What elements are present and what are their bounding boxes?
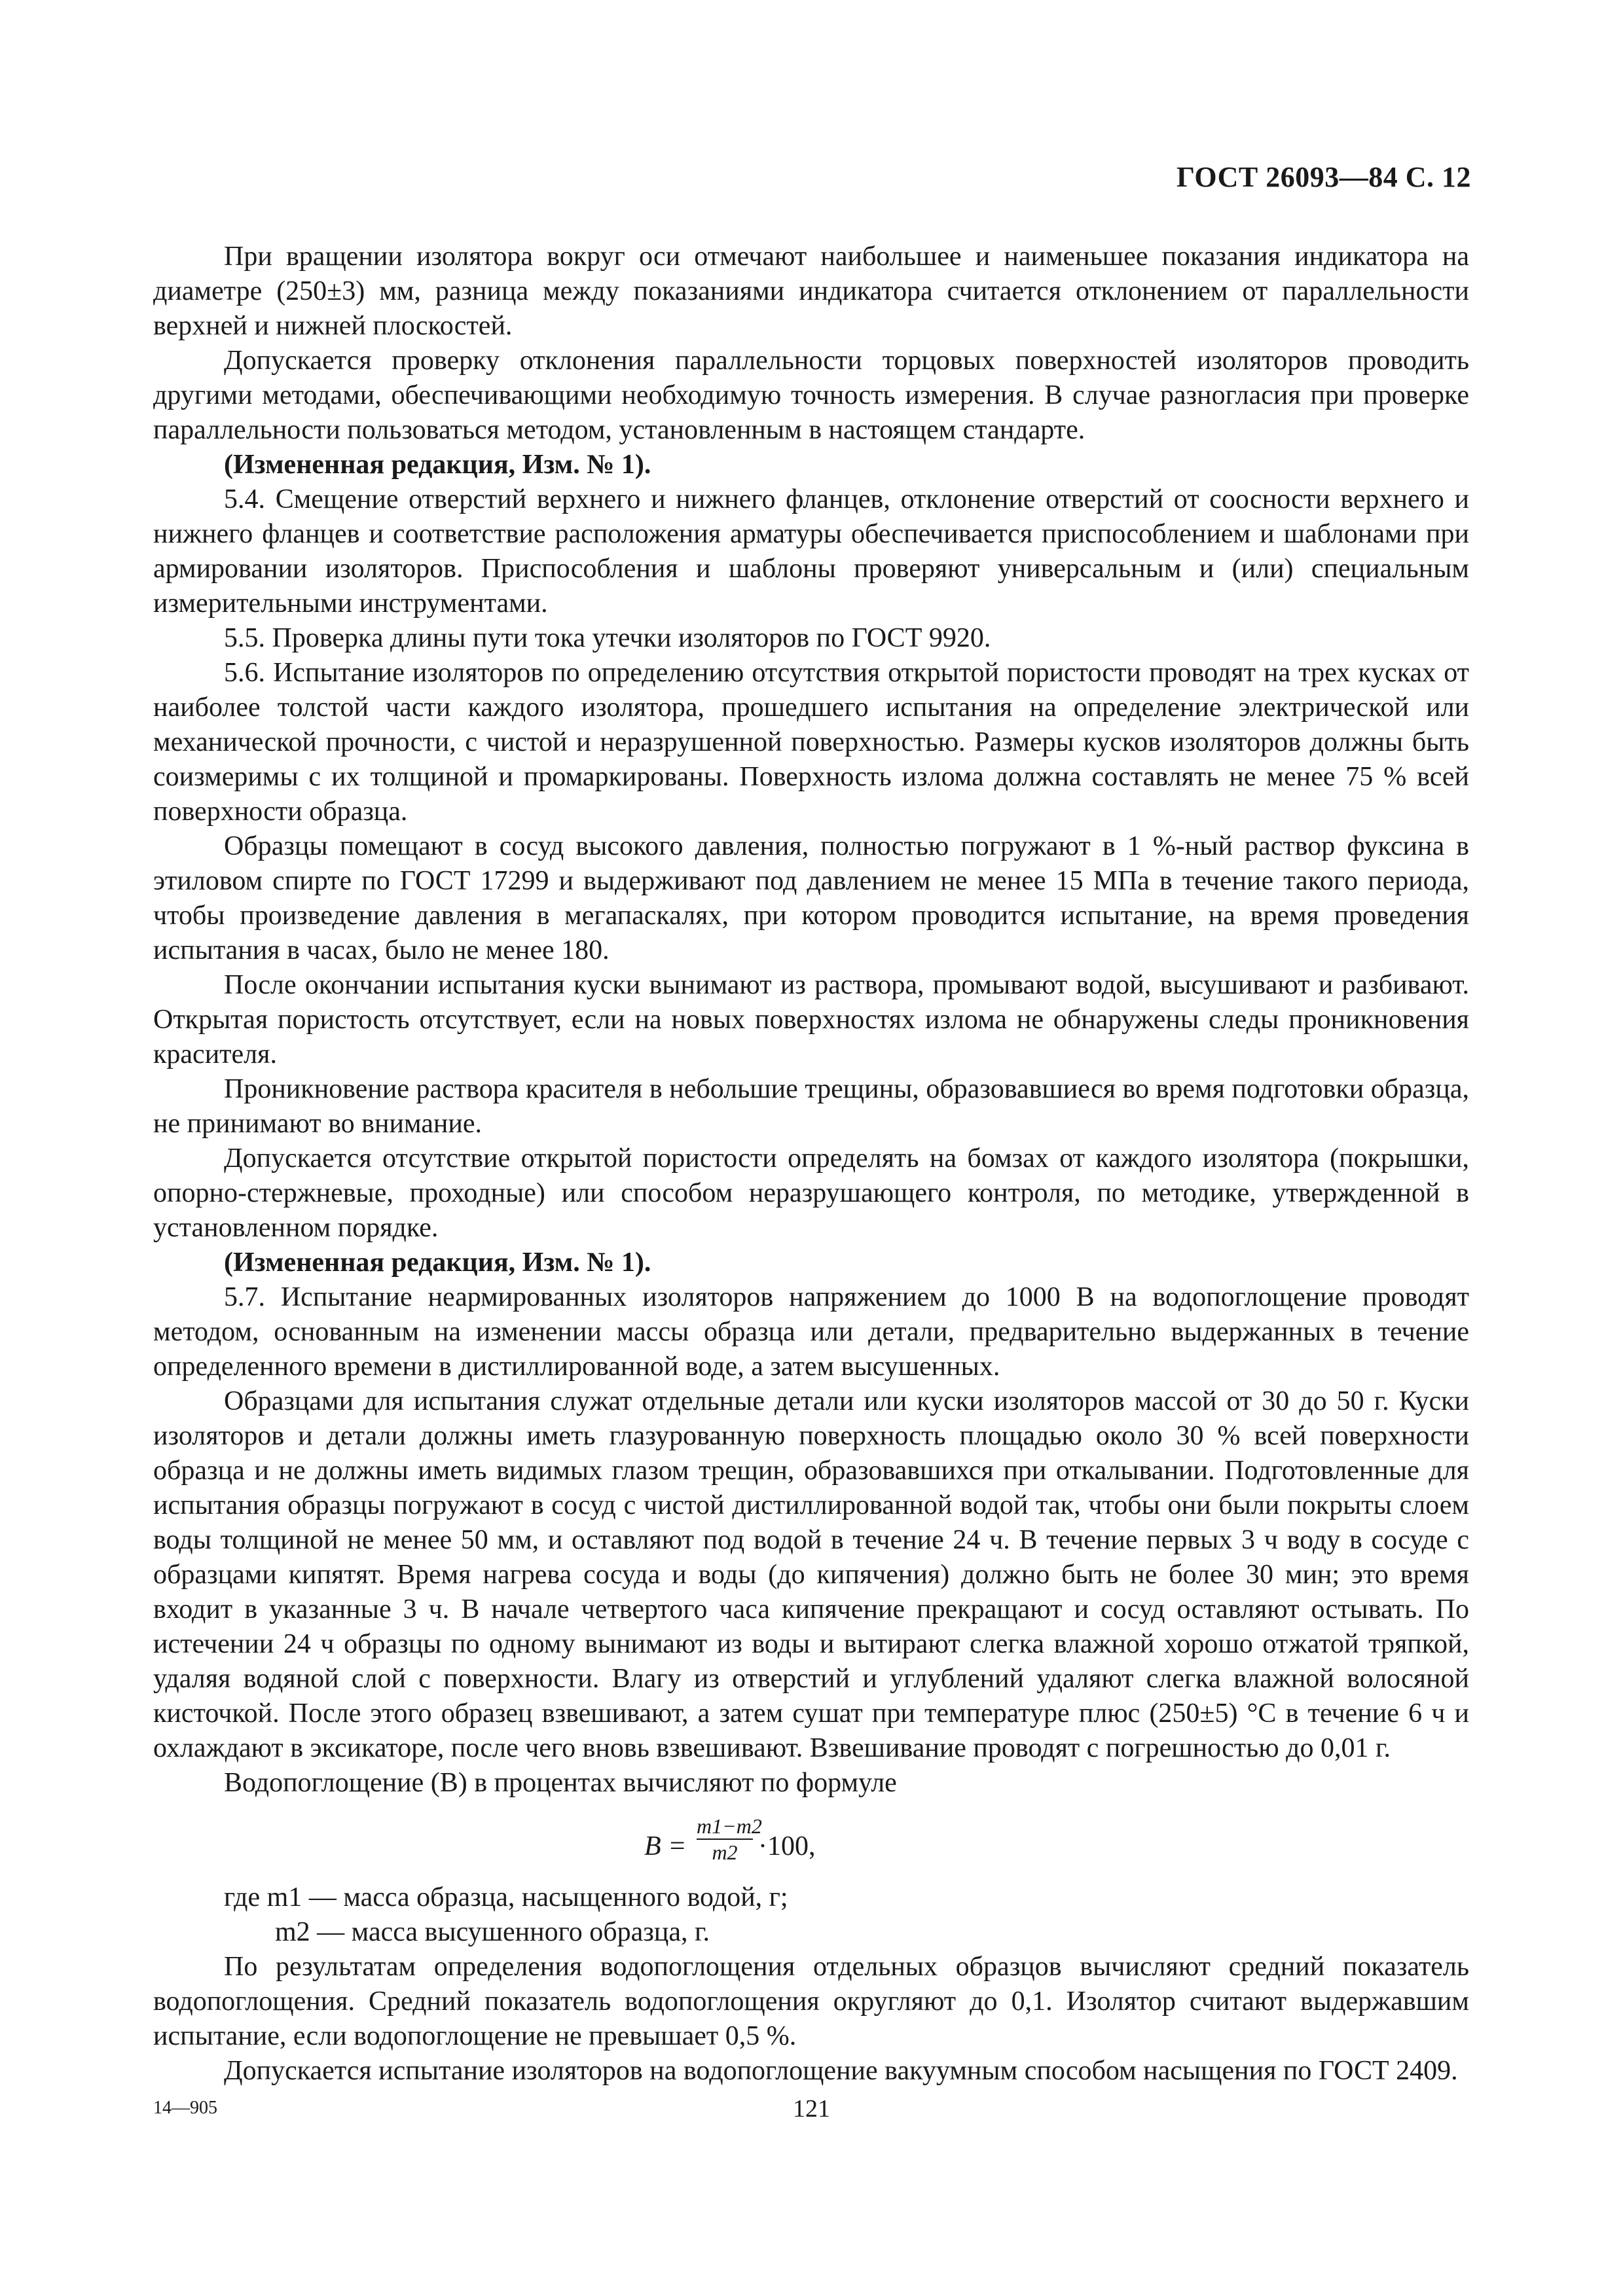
paragraph: Допускается проверку отклонения параллельности торцовых поверхностей изоляторов проводить другими методами, обеспечивающими необходимую точность измерения. В случае разногласия при проверке параллельности пользоваться методом, установленным в настоящем стандарте. <box>153 346 1469 445</box>
formula-legend-item: m2 — масса высушенного образца, г. <box>275 1917 710 1947</box>
paragraph: После окончании испытания куски вынимают из раствора, промывают водой, высушивают и разбивают. Открытая пористость отсутствует, если на новых поверхностях излома не обнаружены следы проникновения красителя. <box>153 970 1469 1069</box>
formula-legend-item: где m1 — масса образца, насыщенного водой, г; <box>224 1882 788 1912</box>
formula-fraction <box>697 1814 762 1865</box>
paragraph: При вращении изолятора вокруг оси отмечают наибольшее и наименьшее показания индикатора на диаметре (250±3) мм, разница между показаниями индикатора считается отклонением от параллельности верхней и нижней плоскостей. <box>153 242 1469 341</box>
paragraph: 5.5. Проверка длины пути тока утечки изоляторов по ГОСТ 9920. <box>224 623 991 653</box>
print-code: 14—905 <box>153 2098 217 2118</box>
page-header: ГОСТ 26093—84 С. 12 <box>1176 161 1471 193</box>
amendment-note: (Измененная редакция, Изм. № 1). <box>224 1247 651 1278</box>
paragraph: 5.7. Испытание неармированных изоляторов напряжением до 1000 В на водопоглощение проводят методом, основанным на изменении массы образца или детали, предварительно выдержанных в течение определенного времени в дистиллированной воде, а затем высушенных. <box>153 1282 1469 1382</box>
formula-denominator: m2 <box>712 1840 738 1864</box>
paragraph: Образцами для испытания служат отдельные детали или куски изоляторов массой от 30 до 50 г. Куски изоляторов и детали должны иметь глазурованную поверхность площадью около 30 % всей поверхности образца и не должны иметь видимых глазом трещин, образовавшихся при откалывании. Подготовленные для испытания образцы погружают в сосуд с чистой дистиллированной водой так, чтобы они были покрыты слоем воды толщиной не менее 50 мм, и оставляют под водой в течение 24 ч. В течение первых 3 ч воду в сосуде с образцами кипятят. Время нагрева сосуда и воды (до кипячения) должно быть не более 30 мин; это время входит в указанные 3 ч. В начале четвертого часа кипячение прекращают и сосуд оставляют остывать. По истечении 24 ч образцы по одному вынимают из воды и вытирают слегка влажной хорошо отжатой тряпкой, удаляя водяной слой с поверхности. Влагу из отверстий и углублений удаляют слегка влажной волосяной кисточкой. После этого образец взвешивают, а затем сушат при температуре плюс (250±5) °С в течение 6 ч и охлаждают в эксикаторе, после чего вновь взвешивают. Взвешивание проводят с погрешностью до 0,01 г. <box>153 1386 1469 1763</box>
amendment-note: (Измененная редакция, Изм. № 1). <box>224 450 651 480</box>
paragraph: 5.4. Смещение отверстий верхнего и нижнего фланцев, отклонение отверстий от соосности верхнего и нижнего фланцев и соответствие расположения арматуры обеспечивается приспособлением и шаблонами при армировании изоляторов. Приспособления и шаблоны проверяют универсальным и (или) специальным измерительными инструментами. <box>153 484 1469 619</box>
paragraph: Водопоглощение (В) в процентах вычисляют по формуле <box>224 1768 897 1798</box>
document-body <box>153 240 1469 2089</box>
formula-numerator: m1−m2 <box>697 1814 753 1840</box>
paragraph: По результатам определения водопоглощения отдельных образцов вычисляют средний показатель водопоглощения. Средний показатель водопоглощения округляют до 0,1. Изолятор считают выдержавшим испытание, если водопоглощение не превышает 0,5 %. <box>153 1952 1469 2051</box>
paragraph: Допускается испытание изоляторов на водопоглощение вакуумным способом насыщения по ГОСТ 2409. <box>224 2056 1458 2086</box>
paragraph: Образцы помещают в сосуд высокого давления, полностью погружают в 1 %-ный раствор фуксина в этиловом спирте по ГОСТ 17299 и выдерживают под давлением не менее 15 МПа в течение такого периода, чтобы произведение давления в мегапаскалях, при котором проводится испытание, на время проведения испытания в часах, было не менее 180. <box>153 831 1469 965</box>
paragraph: 5.6. Испытание изоляторов по определению отсутствия открытой пористости проводят на трех кусках от наиболее толстой части каждого изолятора, прошедшего испытания на определение электрической или механической прочности, с чистой и неразрушенной поверхностью. Размеры кусков изоляторов должны быть соизмеримы с их толщиной и промаркированы. Поверхность излома должна составлять не менее 75 % всей поверхности образца. <box>153 658 1469 827</box>
page-number: 121 <box>793 2095 830 2123</box>
formula-rhs: ·100, <box>758 1831 816 1861</box>
water-absorption-formula <box>153 1804 1469 1880</box>
formula-lhs: B = <box>644 1831 687 1861</box>
paragraph: Допускается отсутствие открытой пористости определять на бомзах от каждого изолятора (покрышки, опорно-стержневые, проходные) или способом неразрушающего контроля, по методике, утвержденной в установленном порядке. <box>153 1143 1469 1243</box>
paragraph: Проникновение раствора красителя в небольшие трещины, образовавшиеся во время подготовки образца, не принимают во внимание. <box>153 1074 1469 1139</box>
